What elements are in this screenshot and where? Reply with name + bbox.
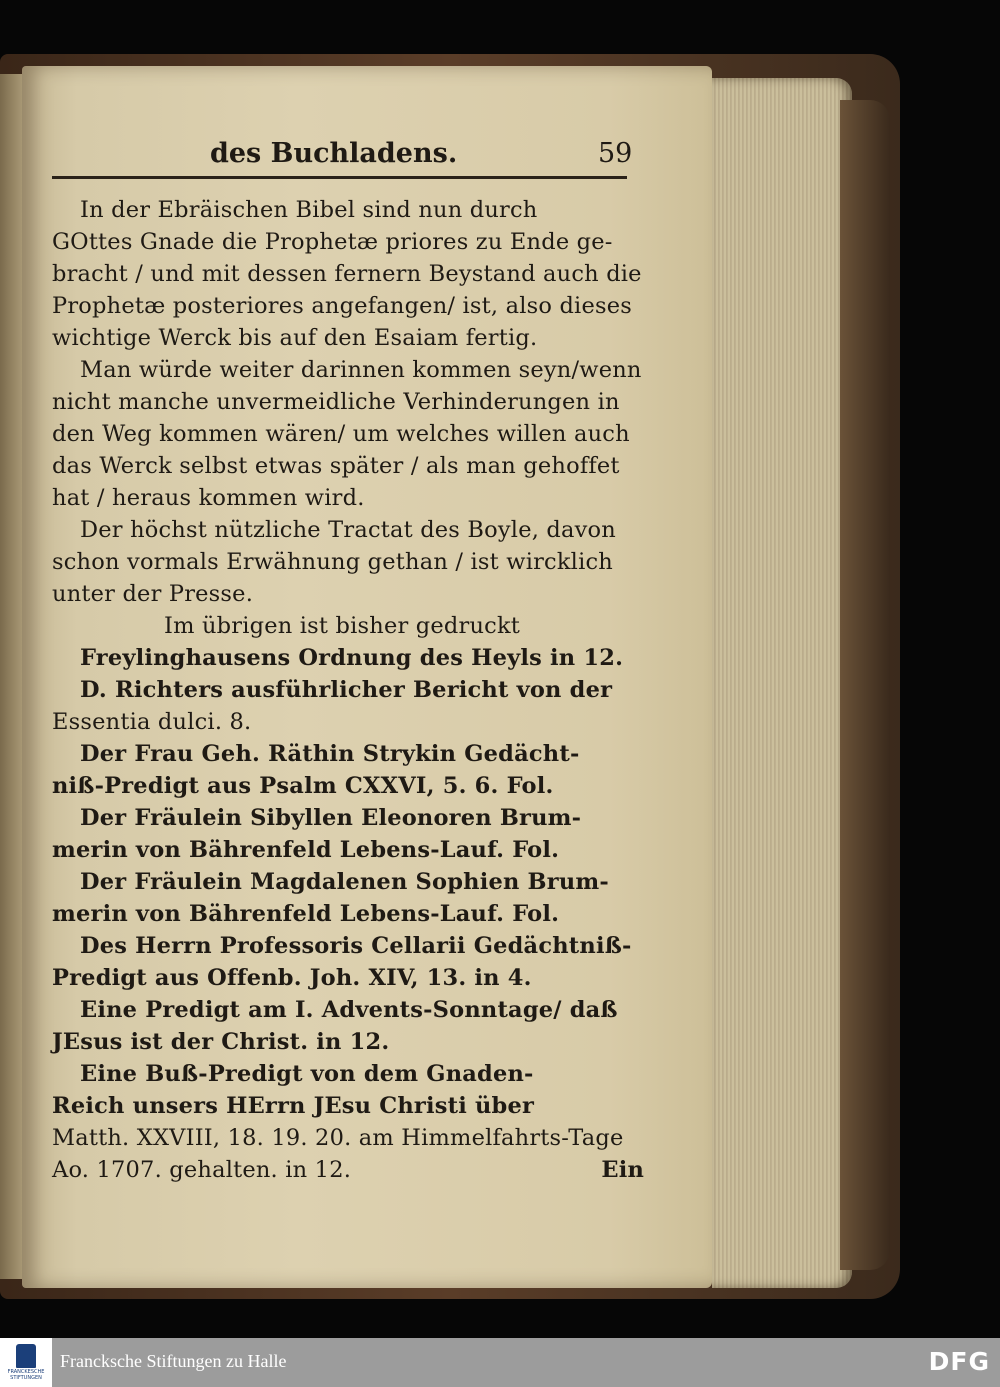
text-line: wichtige Werck bis auf den Esaiam fertig. [52, 325, 538, 351]
institution-logo-icon [16, 1344, 36, 1368]
text-line: D. Richters ausführlicher Bericht von der [80, 677, 613, 703]
text-line: Der höchst nützliche Tractat des Boyle, davon [80, 517, 616, 543]
text-line: Der Frau Geh. Räthin Strykin Gedächt- [80, 741, 580, 767]
text-line: merin von Bährenfeld Lebens-Lauf. Fol. [52, 837, 560, 863]
running-head [52, 132, 652, 178]
text-line: GOttes Gnade die Prophetæ priores zu Ende ge- [52, 229, 613, 255]
text-line: Freylinghausens Ordnung des Heyls in 12. [80, 645, 624, 671]
text-line: Reich unsers HErrn JEsu Christi über [52, 1093, 535, 1119]
text-line: JEsus ist der Christ. in 12. [52, 1029, 390, 1055]
text-line: unter der Presse. [52, 581, 254, 607]
dfg-logo[interactable]: DFG [928, 1347, 990, 1376]
institution-logo-text: FRANCKESCHE STIFTUNGEN [7, 1369, 45, 1381]
text-line: Im übrigen ist bisher gedruckt [164, 613, 521, 639]
book-spine-shadow [840, 100, 890, 1270]
text-line: Der Fräulein Magdalenen Sophien Brum- [80, 869, 609, 895]
text-line: Des Herrn Professoris Cellarii Gedächtniß- [80, 933, 632, 959]
text-line: Ao. 1707. gehalten. in 12. [52, 1157, 352, 1183]
text-line: In der Ebräischen Bibel sind nun durch [80, 197, 538, 223]
head-rule [52, 176, 627, 179]
text-line: Eine Predigt am I. Advents-Sonntage/ daß [80, 997, 618, 1023]
text-line: Matth. XXVIII, 18. 19. 20. am Himmelfahrts-Tage [52, 1125, 624, 1151]
institution-name: Francksche Stiftungen zu Halle [60, 1351, 287, 1371]
text-line: hat / heraus kommen wird. [52, 485, 365, 511]
text-line: Eine Buß-Predigt von dem Gnaden- [80, 1061, 534, 1087]
text-line: Prophetæ posteriores angefangen/ ist, also dieses [52, 293, 632, 319]
page-number: 59 [598, 138, 633, 169]
page-text [52, 132, 652, 1183]
text-line: bracht / und mit dessen fernern Beystand auch die [52, 261, 642, 287]
viewer-footer [0, 1338, 1000, 1387]
text-line: Essentia dulci. 8. [52, 709, 252, 735]
running-head-title: des Buchladens. [210, 138, 458, 169]
text-line: merin von Bährenfeld Lebens-Lauf. Fol. [52, 901, 560, 927]
text-line: Predigt aus Offenb. Joh. XIV, 13. in 4. [52, 965, 532, 991]
text-line: niß-Predigt aus Psalm CXXVI, 5. 6. Fol. [52, 773, 554, 799]
text-line: nicht manche unvermeidliche Verhinderungen in [52, 389, 620, 415]
text-lines [52, 194, 652, 1186]
institution-logo[interactable] [0, 1338, 52, 1387]
text-line: Der Fräulein Sibyllen Eleonoren Brum- [80, 805, 582, 831]
text-line: das Werck selbst etwas später / als man gehoffet [52, 453, 620, 479]
text-line: Man würde weiter darinnen kommen seyn/wenn [80, 357, 642, 383]
text-line: schon vormals Erwähnung gethan / ist wircklich [52, 549, 613, 575]
page-edges [712, 78, 852, 1288]
text-line: den Weg kommen wären/ um welches willen auch [52, 421, 630, 447]
catchword: Ein [601, 1157, 644, 1183]
